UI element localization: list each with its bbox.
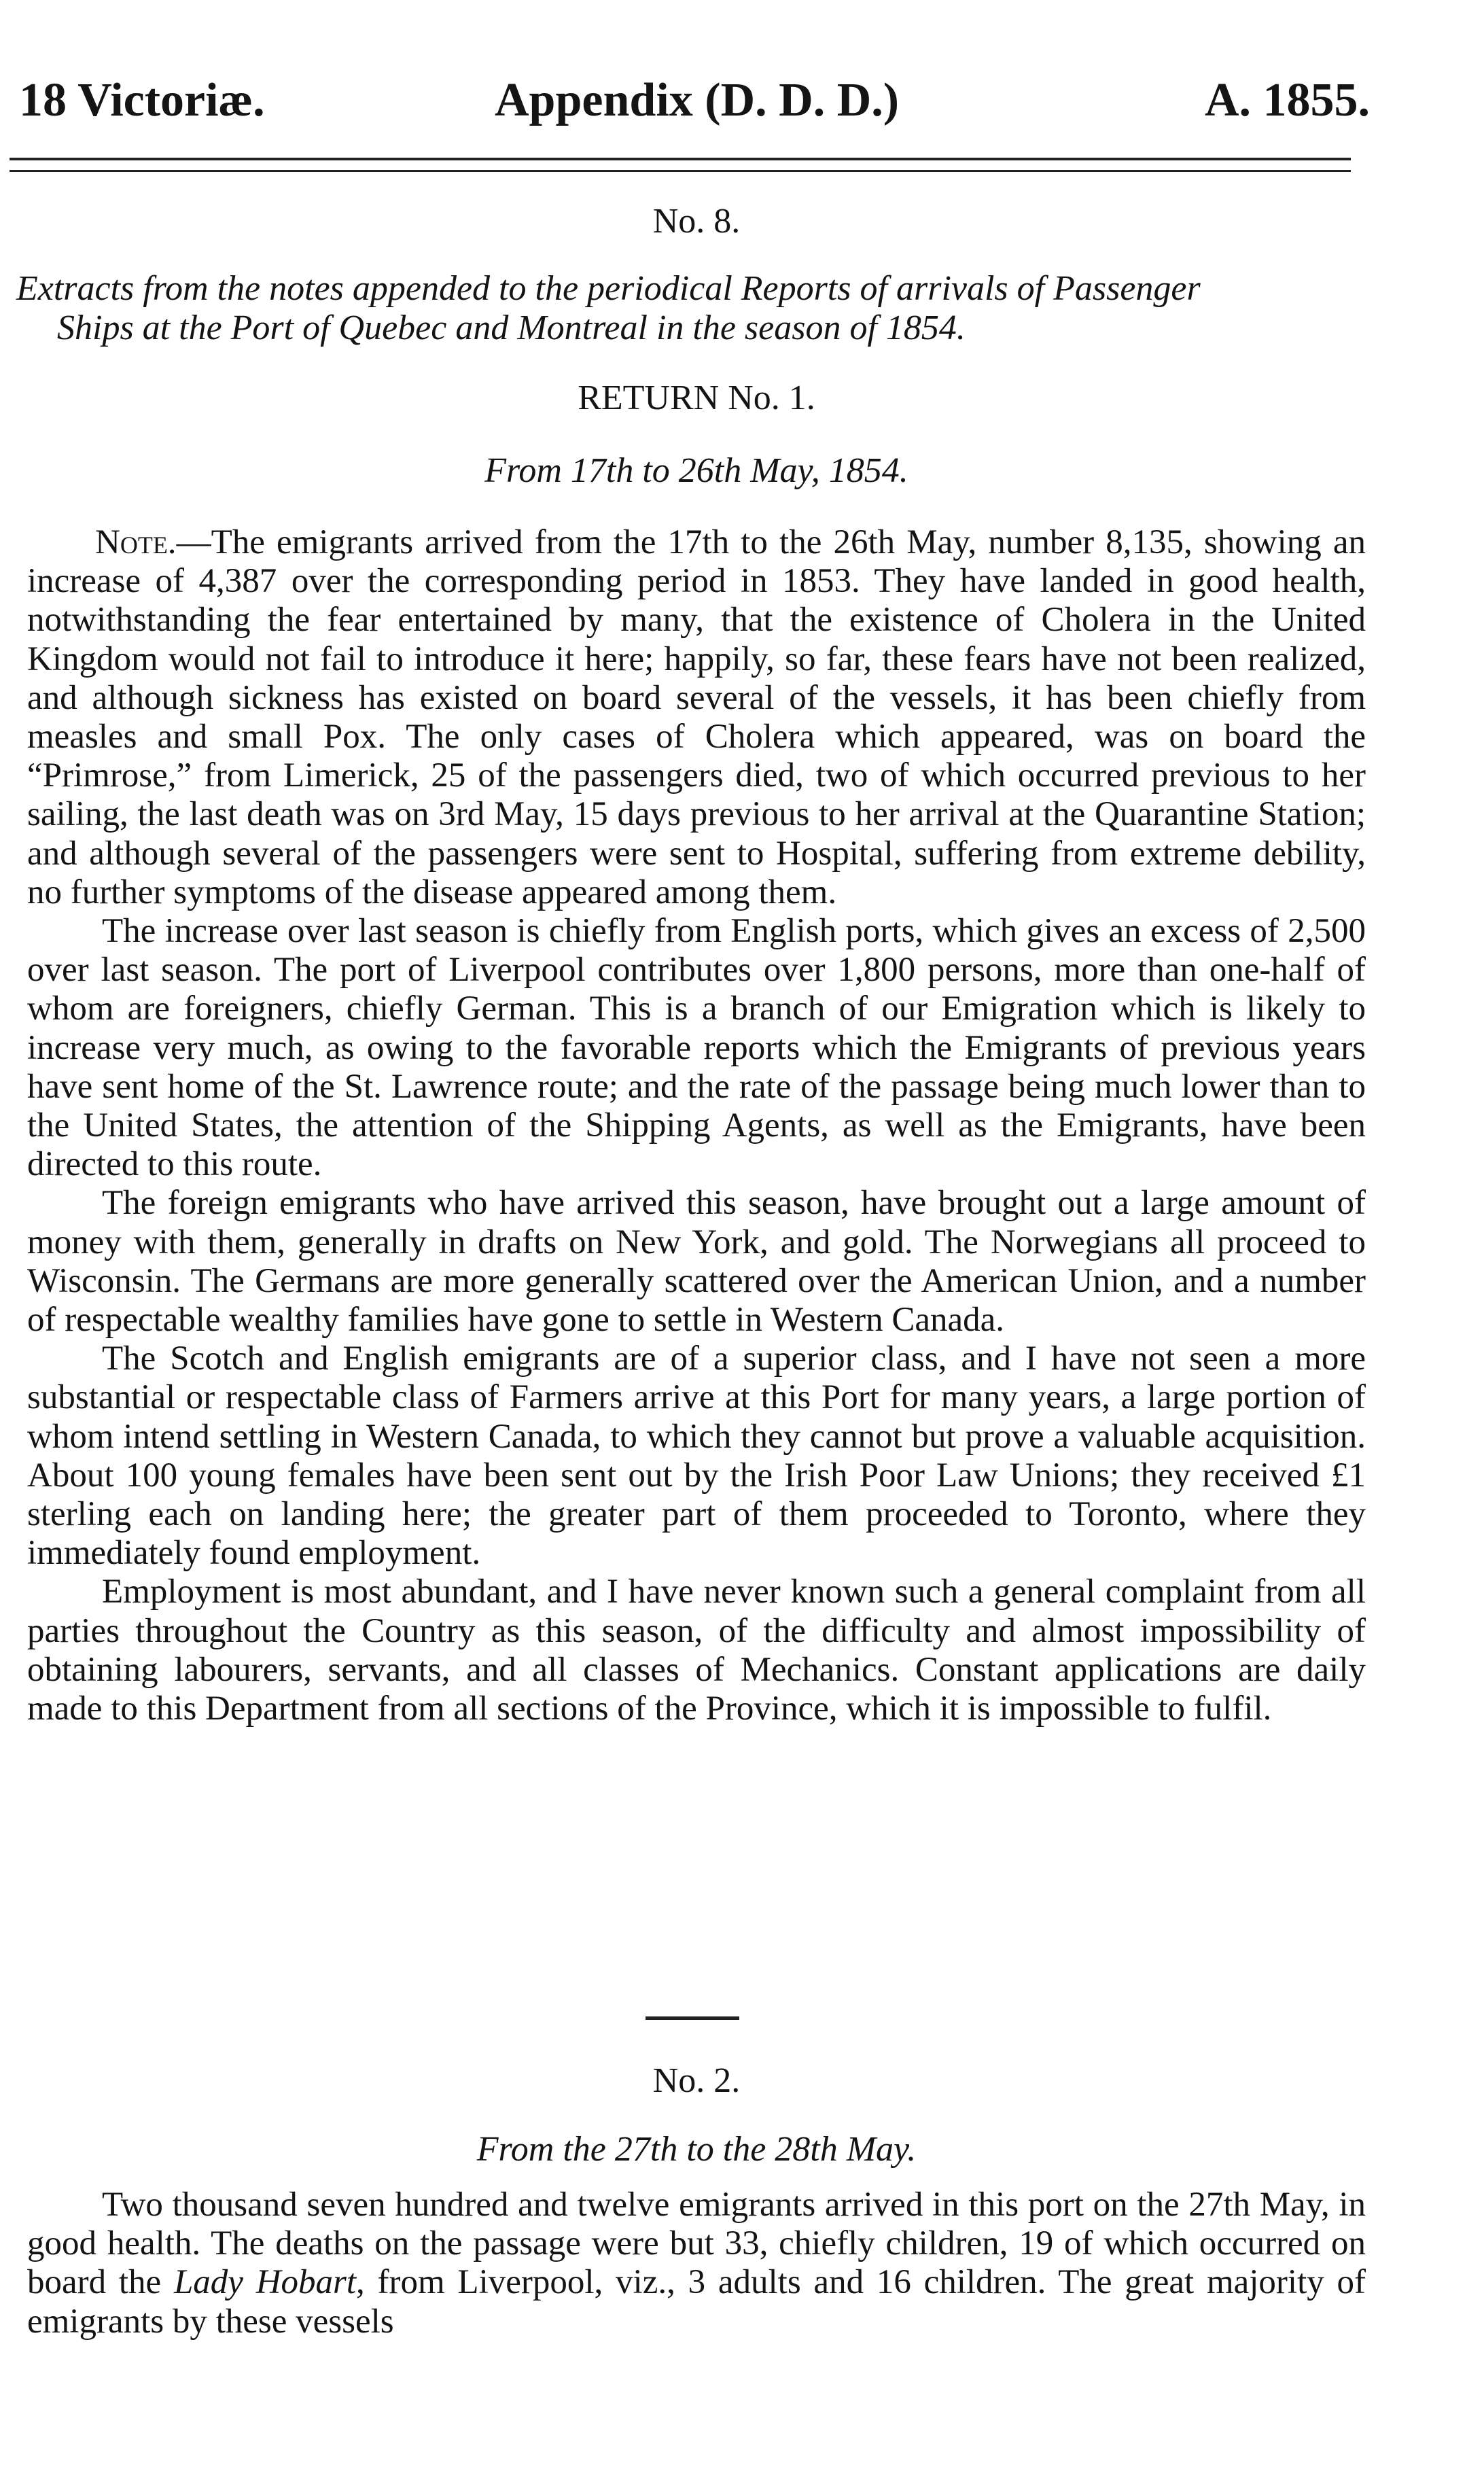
return-date-range: From 17th to 26th May, 1854. (484, 451, 908, 490)
paragraph (27, 2186, 1366, 2341)
paragraph: The increase over last season is chiefly from English ports, which gives an excess of 2,500 over last season. The port of Liverpool contributes over 1,800 persons, more than one-half of whom are foreigners, chiefly German. This is a branch of our Emigration which is likely to increase very much, as owing to the favorable reports which the Emigrants of previous years have sent home of the St. Lawrence route; and the rate of the passage being much lower than to the United States, the attention of the Shipping Agents, as well as the Emigrants, have been directed to this route. (27, 912, 1366, 1184)
extract-title-line-2: Ships at the Port of Quebec and Montreal in the season of 1854. (57, 309, 966, 347)
section-divider (646, 2016, 739, 2020)
header-appendix: Appendix (D. D. D.) (495, 74, 900, 126)
note-dash: — (176, 523, 211, 561)
paragraph: Employment is most abundant, and I have never known such a general complaint from all parties throughout the Country as this season, of the difficulty and almost impossibility of obtaining labourers, servants, and all classes of Mechanics. Constant applications are daily made to this Department from all sections of the Province, which it is impossible to fulfil. (27, 1573, 1366, 1728)
paragraph: The foreign emigrants who have arrived this season, have brought out a large amount of money with them, generally in drafts on New York, and gold. The Norwegians all proceed to Wisconsin. The Germans are more generally scattered over the American Union, and a number of respectable wealthy families have gone to settle in Western Canada. (27, 1184, 1366, 1340)
ship-name: Lady Hobart (173, 2263, 357, 2302)
return-1-body (27, 523, 1366, 1728)
return-2-date-range: From the 27th to the 28th May. (476, 2130, 917, 2169)
extract-title (16, 269, 1368, 348)
header-double-rule (10, 158, 1351, 172)
paragraph: The Scotch and English emigrants are of a superior class, and I have not seen a more substantial or respectable class of Farmers arrive at this Port for many years, a large portion of whom intend settling in Western Canada, to which they cannot but prove a valuable acquisition. About 100 young females have been sent out by the Irish Poor Law Unions; they received £1 sterling each on landing here; the greater part of them proceeded to Toronto, where they immediately found employment. (27, 1340, 1366, 1573)
page-header (19, 73, 1370, 128)
return-2-number: No. 2. (652, 2061, 741, 2100)
header-session: 18 Victoriæ. (19, 74, 265, 126)
extract-title-line-1: Extracts from the notes appended to the periodical Reports of arrivals of Passenger (16, 269, 1201, 308)
return-heading: RETURN No. 1. (578, 379, 815, 417)
paragraph (27, 523, 1366, 912)
note-label: Note. (95, 523, 177, 561)
paragraph-text: , from Liverpool, viz., 3 adults and 16 children. The great majority of emigrants by these vessels (27, 2263, 1366, 2341)
paragraph-text: Two thousand seven hundred and twelve emigrants arrived in this port on the 27th May, in good health. The deaths on the passage were but 33, chiefly children, 19 of which occurred on board the (27, 2186, 1366, 2302)
header-year: A. 1855. (1204, 74, 1370, 126)
paragraph-text: The emigrants arrived from the 17th to the 26th May, number 8,135, showing an increase of 4,387 over the corresponding period in 1853. They have landed in good health, notwithstanding the fear entertained by many, that the existence of Cholera in the United Kingdom would not fail to introduce it here; happily, so far, these fears have not been realized, and although sickness has existed on board several of the vessels, it has been chiefly from measles and small Pox. The only cases of Cholera which appeared, was on board the “Primrose,” from Limerick, 25 of the passengers died, two of which occurred previous to her sailing, the last death was on 3rd May, 15 days previous to her arrival at the Quarantine Station; and although several of the passengers were sent to Hospital, suffering from extreme debility, no further symptoms of the disease appeared among them. (27, 523, 1366, 911)
section-number: No. 8. (652, 202, 741, 241)
return-2-body (27, 2186, 1366, 2341)
